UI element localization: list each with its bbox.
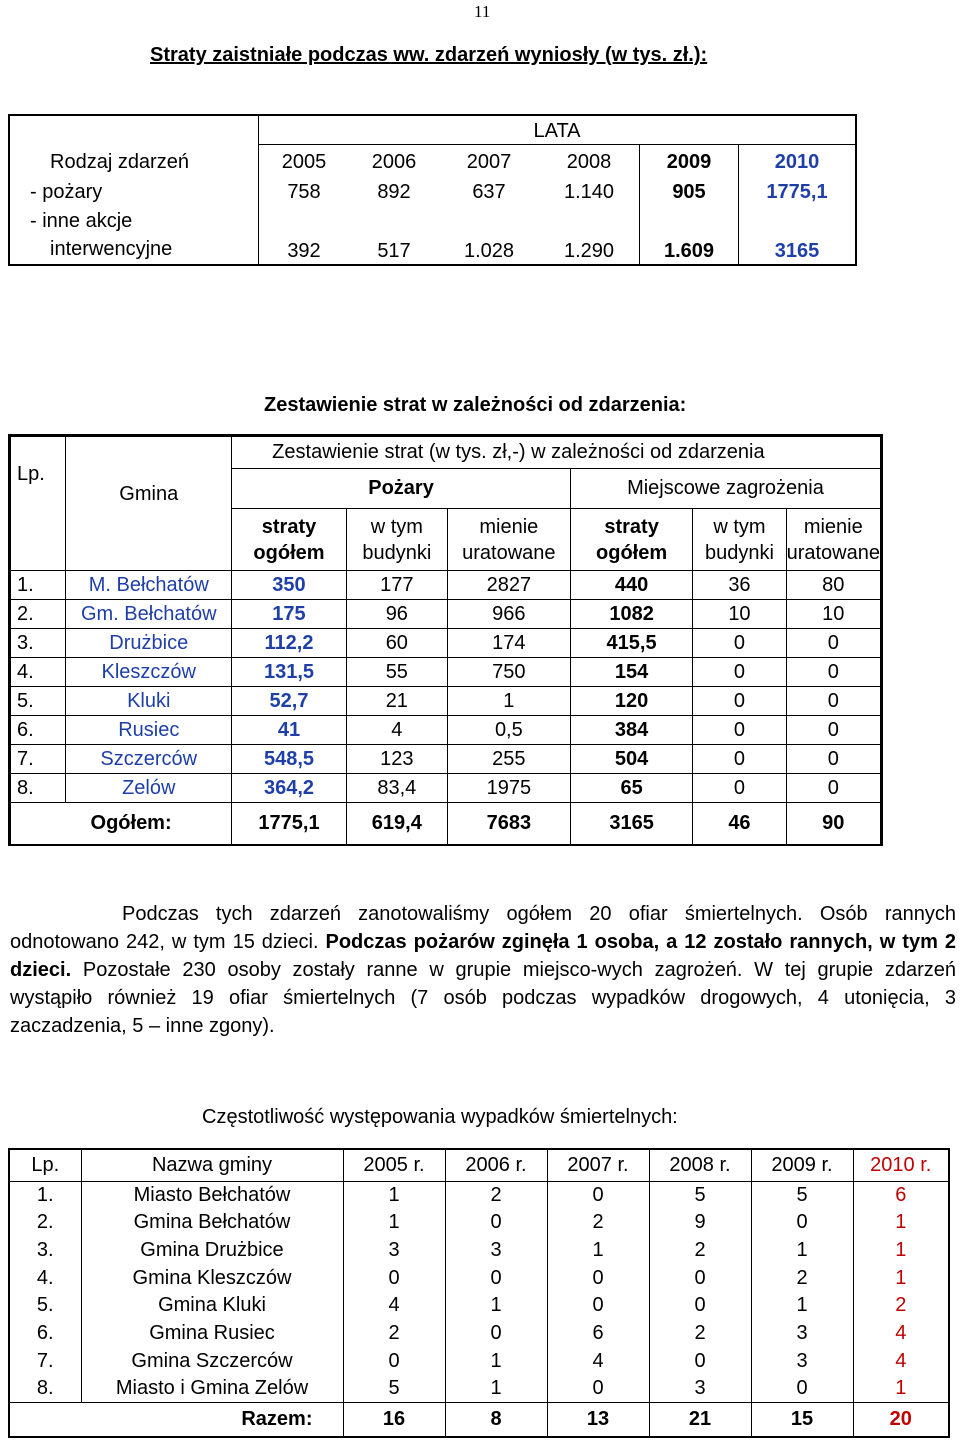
value-cell: 4	[547, 1347, 649, 1375]
value-cell: 2	[547, 1209, 649, 1237]
col-mienie	[447, 509, 570, 571]
year-cell: 2008	[539, 144, 640, 174]
lp-cell: 2.	[11, 600, 66, 629]
table-row	[11, 600, 881, 629]
value-cell: 905	[640, 175, 739, 205]
value-cell: 5	[649, 1181, 751, 1209]
value-cell: 0	[343, 1264, 445, 1292]
fatal-accidents-table	[8, 1148, 950, 1438]
value-cell: 3	[445, 1237, 547, 1265]
value-cell: 0	[445, 1320, 547, 1348]
gmina-name-cell: Gmina Bełchatów	[81, 1209, 343, 1237]
total-cell: 619,4	[346, 803, 447, 845]
value-cell: 392	[259, 205, 350, 264]
total-cell: 46	[693, 803, 786, 845]
lp-cell: 1.	[9, 1181, 81, 1209]
gmina-name-cell: Miasto i Gmina Zelów	[81, 1375, 343, 1403]
col-budynki	[693, 509, 786, 571]
value-cell: 548,5	[232, 745, 347, 774]
table-row	[9, 1237, 949, 1265]
value-cell: 2	[649, 1237, 751, 1265]
value-cell: 504	[570, 745, 692, 774]
gmina-losses-table	[8, 434, 883, 846]
value-cell: 0	[786, 629, 880, 658]
gmina-cell: Kleszczów	[66, 658, 232, 687]
table-row	[11, 774, 881, 803]
lp-cell: 8.	[9, 1375, 81, 1403]
value-cell: 0	[751, 1375, 853, 1403]
lp-cell: 7.	[9, 1347, 81, 1375]
value-cell: 52,7	[232, 687, 347, 716]
value-cell: 1.028	[463, 240, 515, 262]
pozary-group: Pożary	[232, 469, 571, 509]
value-cell: 2	[445, 1181, 547, 1209]
value-cell: 112,2	[232, 629, 347, 658]
total-cell: 21	[649, 1403, 751, 1437]
value-cell: 21	[346, 687, 447, 716]
value-cell: 0	[547, 1264, 649, 1292]
value-cell: 1	[447, 687, 570, 716]
total-cell: 1775,1	[232, 803, 347, 845]
value-cell: 80	[786, 571, 880, 600]
value-cell: 0	[693, 629, 786, 658]
table-row	[9, 1209, 949, 1237]
hdr-line: mienie	[479, 515, 539, 538]
value-cell: 0	[786, 716, 880, 745]
hdr-line: w tym	[713, 515, 766, 538]
value-cell: 2	[853, 1292, 949, 1320]
year-cell: 2010	[739, 144, 856, 174]
lp-cell: 4.	[11, 658, 66, 687]
value-cell: 1	[853, 1375, 949, 1403]
value-cell: 2	[343, 1320, 445, 1348]
value-cell: 154	[570, 658, 692, 687]
total-label: Razem:	[9, 1403, 343, 1437]
value-cell: 255	[447, 745, 570, 774]
table-row	[9, 1347, 949, 1375]
value-cell: 0	[649, 1347, 751, 1375]
value-cell: 2	[649, 1320, 751, 1348]
value-cell: 55	[346, 658, 447, 687]
value-cell: 123	[346, 745, 447, 774]
value-cell: 5	[343, 1375, 445, 1403]
value-cell: 65	[570, 774, 692, 803]
lp-cell: 5.	[11, 687, 66, 716]
value-cell: 892	[377, 181, 411, 204]
value-cell: 10	[693, 600, 786, 629]
row-label	[10, 205, 259, 264]
value-cell: 4	[853, 1347, 949, 1375]
table-row	[9, 1181, 949, 1209]
value-cell: 1	[445, 1375, 547, 1403]
hdr-line: budynki	[362, 541, 432, 564]
hdr-line: straty	[604, 515, 659, 538]
gmina-name-cell: Gmina Kleszczów	[81, 1264, 343, 1292]
page-title: Straty zaistniałe podczas ww. zdarzeń wyniosły (w tys. zł.):	[150, 44, 708, 66]
col-mienie	[786, 509, 880, 571]
value-cell: 415,5	[570, 629, 692, 658]
value-cell: 83,4	[346, 774, 447, 803]
col-straty	[232, 509, 347, 571]
value-cell: 2	[751, 1264, 853, 1292]
table-caption: Zestawienie strat (w tys. zł,-) w zależności od zdarzenia	[232, 437, 881, 469]
gmina-name-cell: Gmina Drużbice	[81, 1237, 343, 1265]
value-cell: 0	[649, 1264, 751, 1292]
value-cell: 2827	[447, 571, 570, 600]
total-label: Ogółem:	[11, 803, 232, 845]
value-cell: 1	[445, 1347, 547, 1375]
value-cell: 0	[786, 745, 880, 774]
value-cell: 177	[346, 571, 447, 600]
gmina-name-cell: Gmina Rusiec	[81, 1320, 343, 1348]
lp-cell: 8.	[11, 774, 66, 803]
column-header: 2010 r.	[853, 1149, 949, 1181]
value-cell: 41	[232, 716, 347, 745]
hdr-line: uratowane	[462, 541, 556, 564]
value-cell: 0	[547, 1375, 649, 1403]
gmina-cell: Rusiec	[66, 716, 232, 745]
value-cell: 4	[343, 1292, 445, 1320]
value-cell: 758	[259, 175, 350, 205]
value-cell: 131,5	[232, 658, 347, 687]
summary-paragraph	[10, 900, 956, 1040]
value-cell: 3	[751, 1347, 853, 1375]
row-label-line: - inne akcje	[30, 210, 133, 232]
value-cell: 3165	[739, 205, 856, 264]
value-cell: 1.609	[640, 205, 739, 264]
column-header: 2006 r.	[445, 1149, 547, 1181]
total-cell: 20	[853, 1403, 949, 1437]
value-cell: 3	[343, 1237, 445, 1265]
gmina-cell: Gm. Bełchatów	[66, 600, 232, 629]
value-cell: 0	[693, 774, 786, 803]
value-cell: 1975	[447, 774, 570, 803]
gmina-header: Gmina	[66, 437, 232, 571]
hdr-line: straty	[261, 515, 317, 538]
table-row	[11, 687, 881, 716]
value-cell: 96	[346, 600, 447, 629]
value-cell: 0	[786, 774, 880, 803]
gmina-cell: Drużbice	[66, 629, 232, 658]
value-cell: 10	[786, 600, 880, 629]
col-straty	[570, 509, 692, 571]
gmina-cell: Zelów	[66, 774, 232, 803]
column-header: 2008 r.	[649, 1149, 751, 1181]
value-cell: 0	[786, 687, 880, 716]
value-cell: 0,5	[447, 716, 570, 745]
para-bold: Podczas pożarów zginęła 1 osoba, a 12 zostało rannych, w tym 2 dzieci.	[10, 931, 956, 981]
value-cell: 517	[377, 240, 411, 262]
table-row	[11, 658, 881, 687]
row-label: - pożary	[30, 181, 103, 204]
value-cell: 3	[751, 1320, 853, 1348]
value-cell: 1.140	[563, 181, 615, 204]
para-text: Pozostałe 230 osoby zostały ranne w grupie miejsco-wych zagrożeń. W tej grupie zdarzeń wystąpiło również 19 ofiar śmiertelnych (7 osób podczas wypadków drogowych, 4 utonięcia, 3 zaczadzenia, 5 – inne zgony).	[10, 959, 956, 1037]
value-cell: 175	[232, 600, 347, 629]
lp-header: Lp.	[11, 437, 66, 571]
value-cell: 9	[649, 1209, 751, 1237]
hdr-line: w tym	[370, 515, 423, 538]
section-subtitle: Częstotliwość występowania wypadków śmiertelnych:	[202, 1106, 678, 1128]
total-cell: 90	[786, 803, 880, 845]
value-cell: 1	[751, 1237, 853, 1265]
value-cell: 440	[570, 571, 692, 600]
lp-cell: 3.	[9, 1237, 81, 1265]
value-cell: 0	[445, 1264, 547, 1292]
value-cell: 0	[547, 1292, 649, 1320]
value-cell: 1775,1	[739, 175, 856, 205]
col-budynki	[346, 509, 447, 571]
table-row	[9, 1292, 949, 1320]
row-label-line: interwencyjne	[50, 238, 173, 260]
lp-cell: 3.	[11, 629, 66, 658]
value-cell: 1	[547, 1237, 649, 1265]
lata-header: LATA	[259, 116, 856, 144]
total-cell: 13	[547, 1403, 649, 1437]
losses-table	[8, 114, 857, 266]
column-header: 2007 r.	[547, 1149, 649, 1181]
miejscowe-group: Miejscowe zagrożenia	[570, 469, 880, 509]
value-cell: 1	[343, 1181, 445, 1209]
value-cell: 0	[693, 716, 786, 745]
total-cell: 3165	[570, 803, 692, 845]
total-cell: 7683	[447, 803, 570, 845]
page-number: 11	[474, 2, 491, 21]
value-cell: 1	[853, 1237, 949, 1265]
value-cell: 1.290	[563, 240, 615, 262]
value-cell: 1082	[570, 600, 692, 629]
column-header: Nazwa gminy	[81, 1149, 343, 1181]
para-text: Podczas tych zdarzeń zanotowaliśmy ogółem 20 ofiar śmiertelnych. Osób rannych odnotowano 242, w tym 15 dzieci.	[10, 903, 956, 953]
value-cell: 3	[649, 1375, 751, 1403]
table-row	[9, 1320, 949, 1348]
gmina-name-cell: Gmina Szczerców	[81, 1347, 343, 1375]
column-header: 2005 r.	[343, 1149, 445, 1181]
gmina-name-cell: Gmina Kluki	[81, 1292, 343, 1320]
column-header: 2009 r.	[751, 1149, 853, 1181]
value-cell: 350	[232, 571, 347, 600]
value-cell: 60	[346, 629, 447, 658]
value-cell: 0	[343, 1347, 445, 1375]
value-cell: 1	[751, 1292, 853, 1320]
value-cell: 1	[445, 1292, 547, 1320]
total-cell: 15	[751, 1403, 853, 1437]
lp-cell: 5.	[9, 1292, 81, 1320]
gmina-name-cell: Miasto Bełchatów	[81, 1181, 343, 1209]
value-cell: 0	[445, 1209, 547, 1237]
year-cell: 2007	[439, 144, 539, 174]
value-cell: 174	[447, 629, 570, 658]
losses-corner	[10, 116, 259, 144]
value-cell: 0	[547, 1181, 649, 1209]
value-cell: 0	[693, 745, 786, 774]
year-cell: 2009	[640, 144, 739, 174]
value-cell: 0	[786, 658, 880, 687]
hdr-line: budynki	[704, 541, 774, 564]
value-cell: 384	[570, 716, 692, 745]
lp-cell: 2.	[9, 1209, 81, 1237]
lp-cell: 6.	[11, 716, 66, 745]
value-cell: 1	[343, 1209, 445, 1237]
table-row	[11, 745, 881, 774]
value-cell: 120	[570, 687, 692, 716]
value-cell: 0	[693, 687, 786, 716]
table-row	[11, 571, 881, 600]
table-row	[11, 629, 881, 658]
table-row	[9, 1264, 949, 1292]
value-cell: 6	[853, 1181, 949, 1209]
row-header: Rodzaj zdarzeń	[50, 150, 189, 173]
value-cell: 1	[853, 1209, 949, 1237]
value-cell: 0	[649, 1292, 751, 1320]
value-cell: 750	[447, 658, 570, 687]
section-subtitle: Zestawienie strat w zależności od zdarzenia:	[264, 394, 687, 416]
table-row	[11, 716, 881, 745]
value-cell: 364,2	[232, 774, 347, 803]
value-cell: 1	[853, 1264, 949, 1292]
hdr-line: mienie	[803, 515, 863, 538]
value-cell: 0	[751, 1209, 853, 1237]
lp-cell: 1.	[11, 571, 66, 600]
year-cell: 2005	[259, 144, 350, 174]
value-cell: 6	[547, 1320, 649, 1348]
value-cell: 5	[751, 1181, 853, 1209]
lp-cell: 7.	[11, 745, 66, 774]
column-header: Lp.	[9, 1149, 81, 1181]
hdr-line: ogółem	[253, 541, 325, 564]
value-cell: 637	[472, 181, 506, 204]
total-cell: 8	[445, 1403, 547, 1437]
lp-cell: 4.	[9, 1264, 81, 1292]
hdr-line: ogółem	[596, 541, 668, 564]
year-cell: 2006	[349, 144, 439, 174]
hdr-line: uratowane	[786, 541, 880, 564]
gmina-cell: Szczerców	[66, 745, 232, 774]
gmina-cell: M. Bełchatów	[66, 571, 232, 600]
table-row	[9, 1375, 949, 1403]
value-cell: 966	[447, 600, 570, 629]
gmina-cell: Kluki	[66, 687, 232, 716]
value-cell: 4	[346, 716, 447, 745]
lp-cell: 6.	[9, 1320, 81, 1348]
total-cell: 16	[343, 1403, 445, 1437]
value-cell: 4	[853, 1320, 949, 1348]
value-cell: 0	[693, 658, 786, 687]
value-cell: 36	[693, 571, 786, 600]
